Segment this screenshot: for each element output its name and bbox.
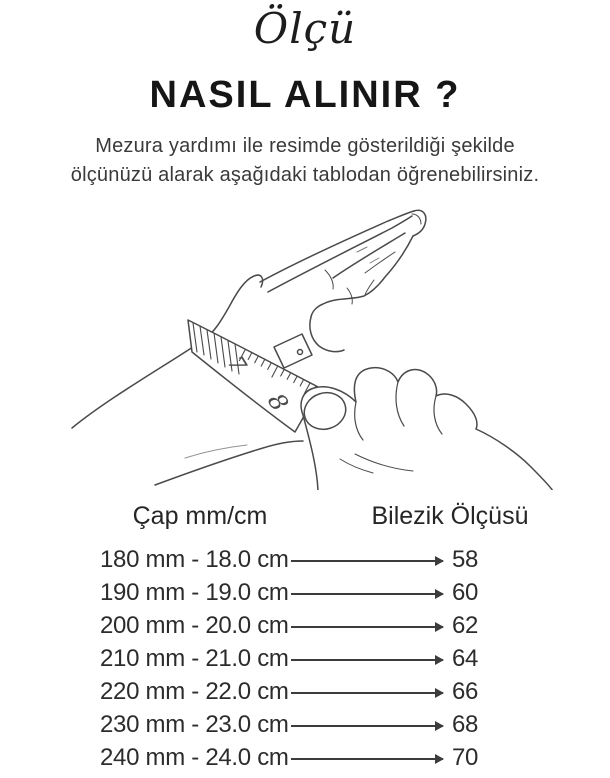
arrow-right-icon xyxy=(291,758,443,760)
arrow-right-icon xyxy=(291,692,443,694)
table-row xyxy=(100,543,492,576)
cap-label: 180 mm - 18.0 cm xyxy=(100,545,289,573)
size-value: 62 xyxy=(452,611,479,639)
size-table-header xyxy=(100,498,529,542)
cap-label: 230 mm - 23.0 cm xyxy=(100,710,289,738)
size-value: 58 xyxy=(452,545,479,573)
size-value: 60 xyxy=(452,578,479,606)
size-value: 68 xyxy=(452,710,479,738)
arrow-right-icon xyxy=(291,560,443,562)
cap-label: 220 mm - 22.0 cm xyxy=(100,677,289,705)
cap-label: 210 mm - 21.0 cm xyxy=(100,644,289,672)
tape-number-8: 8 xyxy=(261,388,294,417)
wrist-measurement-illustration xyxy=(55,200,560,490)
column-header-cap: Çap mm/cm xyxy=(132,502,268,530)
arrow-right-icon xyxy=(291,659,443,661)
table-row xyxy=(100,609,492,642)
table-row xyxy=(100,642,492,675)
size-table xyxy=(100,498,529,771)
description xyxy=(0,132,610,190)
curled-thumb xyxy=(310,317,344,352)
tape-metal-tab xyxy=(274,334,312,368)
tape-number-7: 7 xyxy=(221,351,251,378)
size-value: 66 xyxy=(452,677,479,705)
table-row xyxy=(100,741,492,774)
arrow-right-icon xyxy=(291,593,443,595)
size-value: 64 xyxy=(452,644,479,672)
table-row xyxy=(100,708,492,741)
measured-hand xyxy=(260,210,426,351)
arrow-right-icon xyxy=(291,626,443,628)
cap-label: 200 mm - 20.0 cm xyxy=(100,611,289,639)
size-value: 70 xyxy=(452,743,479,771)
table-row xyxy=(100,675,492,708)
fingernail-line xyxy=(412,214,421,224)
column-header-bilezik-olcusu: Bilezik Ölçüsü xyxy=(371,502,529,530)
description-line-1: Mezura yardımı ile resimde gösterildiği şekilde xyxy=(95,135,515,157)
arrow-right-icon xyxy=(291,725,443,727)
holding-hand xyxy=(299,368,553,490)
cap-label: 240 mm - 24.0 cm xyxy=(100,743,289,771)
cap-label: 190 mm - 19.0 cm xyxy=(100,578,289,606)
script-title: Ölçü xyxy=(253,4,357,53)
table-row xyxy=(100,576,492,609)
description-line-2: ölçünüzü alarak aşağıdaki tablodan öğrenebilirsiniz. xyxy=(70,164,540,186)
size-table-rows xyxy=(100,543,492,774)
page-title: NASIL ALINIR ? xyxy=(149,74,461,116)
